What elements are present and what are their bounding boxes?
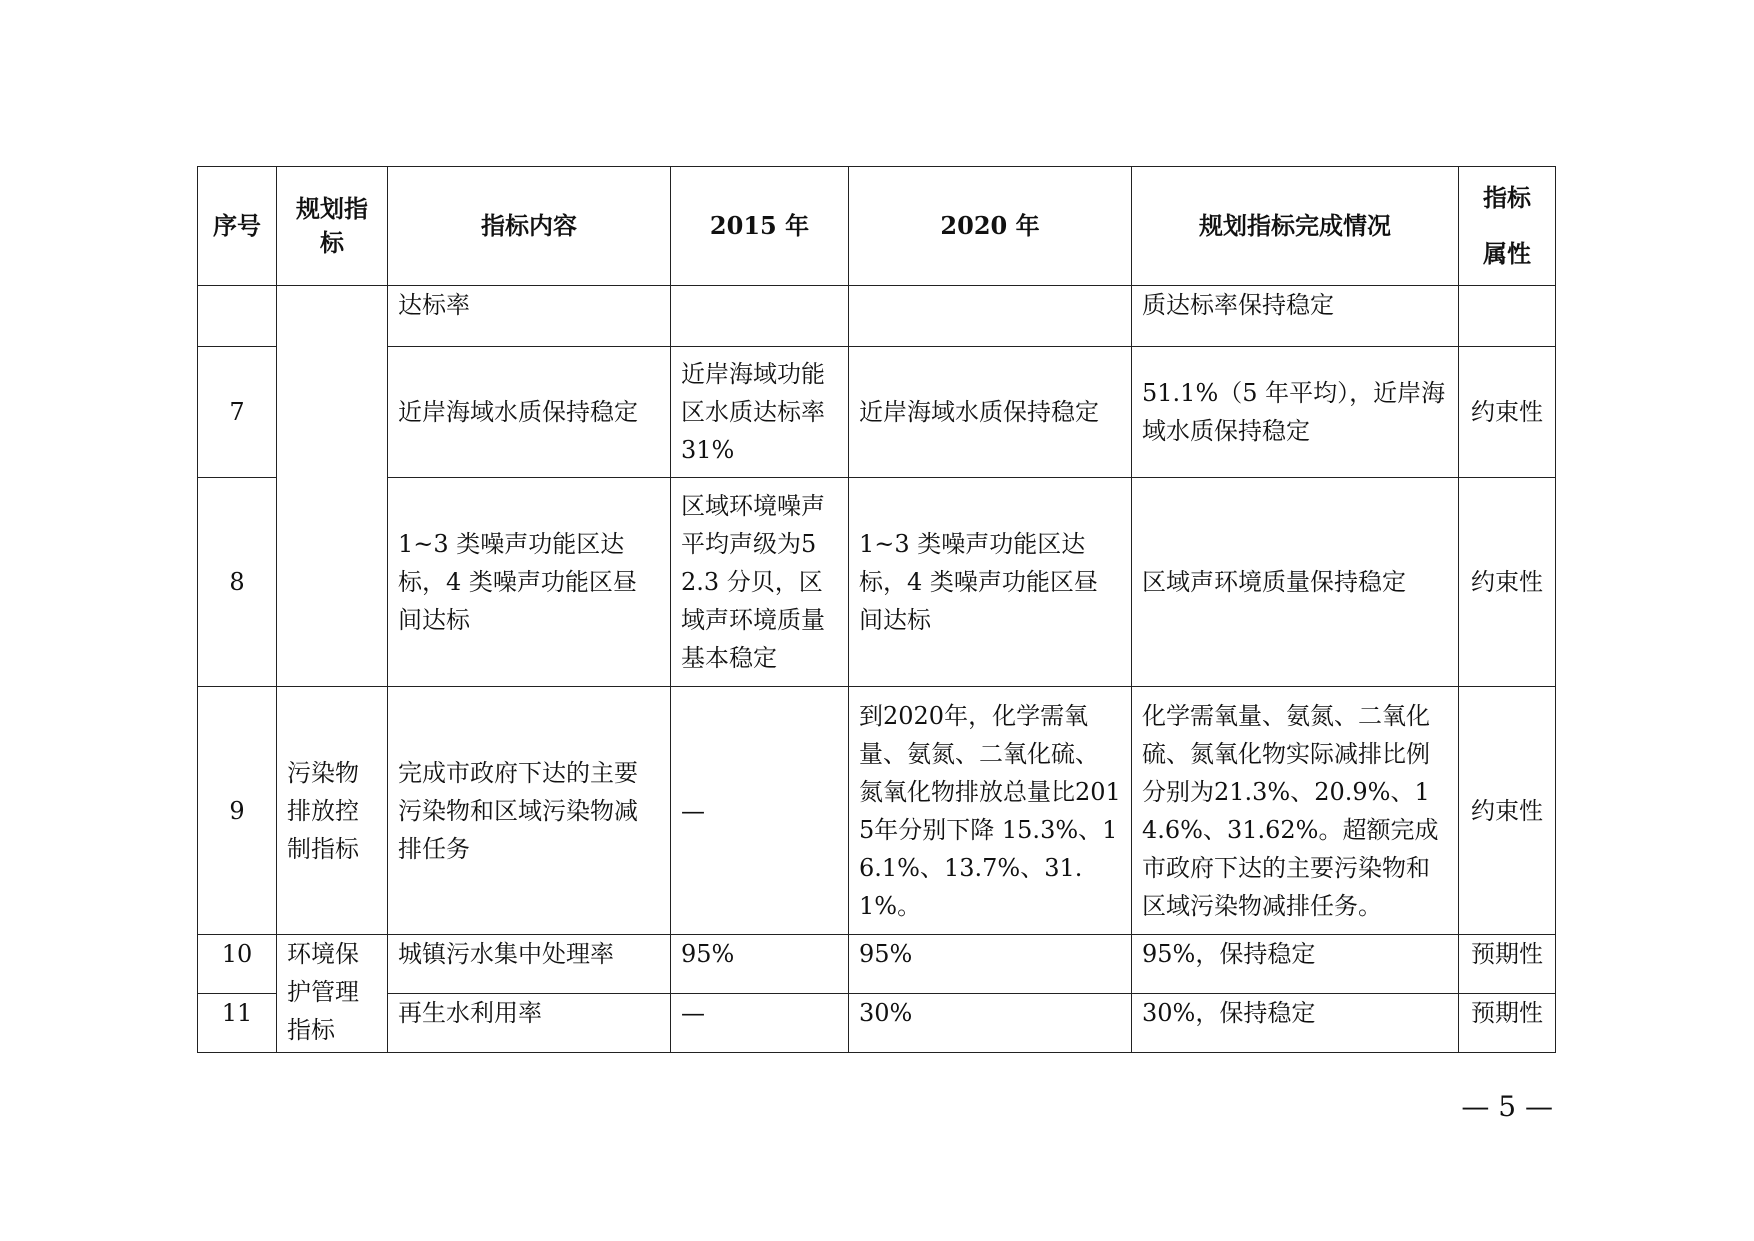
cell-seq: 9 bbox=[198, 687, 277, 935]
cell-2015: 95% bbox=[671, 935, 849, 994]
header-completion: 规划指标完成情况 bbox=[1132, 167, 1459, 286]
header-category-line2: 标 bbox=[320, 228, 344, 257]
table-row bbox=[198, 687, 1556, 935]
cell-content: 达标率 bbox=[388, 286, 671, 347]
cell-attr: 约束性 bbox=[1459, 478, 1556, 687]
cell-seq: 7 bbox=[198, 347, 277, 478]
cell-2020: 近岸海域水质保持稳定 bbox=[849, 347, 1132, 478]
header-attr bbox=[1459, 167, 1556, 286]
cell-seq: 11 bbox=[198, 994, 277, 1053]
header-row bbox=[198, 167, 1556, 286]
table-row bbox=[198, 286, 1556, 347]
cell-attr: 约束性 bbox=[1459, 687, 1556, 935]
cell-content: 近岸海域水质保持稳定 bbox=[388, 347, 671, 478]
cell-attr bbox=[1459, 286, 1556, 347]
table-row bbox=[198, 347, 1556, 478]
cell-completion: 51.1%（5 年平均），近岸海域水质保持稳定 bbox=[1132, 347, 1459, 478]
cell-2020: 95% bbox=[849, 935, 1132, 994]
table-row bbox=[198, 478, 1556, 687]
cell-category: 环境保护管理指标 bbox=[277, 935, 388, 1053]
header-attr-line2: 属性 bbox=[1483, 239, 1531, 268]
header-content: 指标内容 bbox=[388, 167, 671, 286]
cell-completion: 质达标率保持稳定 bbox=[1132, 286, 1459, 347]
table-row bbox=[198, 994, 1556, 1053]
cell-completion: 化学需氧量、氨氮、二氧化硫、氮氧化物实际减排比例分别为21.3%、20.9%、14.6%、31.62%。超额完成市政府下达的主要污染物和区域污染物减排任务。 bbox=[1132, 687, 1459, 935]
header-category bbox=[277, 167, 388, 286]
cell-category: 污染物排放控制指标 bbox=[277, 687, 388, 935]
page-number: — 5 — bbox=[1461, 1090, 1553, 1123]
header-seq: 序号 bbox=[198, 167, 277, 286]
cell-completion: 区域声环境质量保持稳定 bbox=[1132, 478, 1459, 687]
cell-seq: 10 bbox=[198, 935, 277, 994]
cell-2020: 1~3 类噪声功能区达标，4 类噪声功能区昼间达标 bbox=[849, 478, 1132, 687]
cell-attr: 约束性 bbox=[1459, 347, 1556, 478]
header-attr-line1: 指标 bbox=[1483, 183, 1531, 212]
cell-content: 完成市政府下达的主要污染物和区域污染物减排任务 bbox=[388, 687, 671, 935]
header-2020: 2020 年 bbox=[849, 167, 1132, 286]
cell-category-merged bbox=[277, 286, 388, 687]
cell-2015: — bbox=[671, 687, 849, 935]
indicator-table bbox=[197, 166, 1556, 1053]
cell-content: 再生水利用率 bbox=[388, 994, 671, 1053]
cell-content: 1~3 类噪声功能区达标，4 类噪声功能区昼间达标 bbox=[388, 478, 671, 687]
cell-2020: 30% bbox=[849, 994, 1132, 1053]
cell-content: 城镇污水集中处理率 bbox=[388, 935, 671, 994]
cell-2015: 近岸海域功能区水质达标率31% bbox=[671, 347, 849, 478]
cell-2020: 到2020年，化学需氧量、氨氮、二氧化硫、氮氧化物排放总量比2015年分别下降 15.3%、16.1%、13.7%、31.1%。 bbox=[849, 687, 1132, 935]
cell-2015: — bbox=[671, 994, 849, 1053]
cell-2015: 区域环境噪声平均声级为52.3 分贝，区域声环境质量基本稳定 bbox=[671, 478, 849, 687]
cell-completion: 95%，保持稳定 bbox=[1132, 935, 1459, 994]
cell-attr: 预期性 bbox=[1459, 994, 1556, 1053]
cell-attr: 预期性 bbox=[1459, 935, 1556, 994]
header-category-line1: 规划指 bbox=[296, 194, 368, 223]
cell-2015 bbox=[671, 286, 849, 347]
cell-seq: 8 bbox=[198, 478, 277, 687]
cell-2020 bbox=[849, 286, 1132, 347]
cell-seq bbox=[198, 286, 277, 347]
header-2015: 2015 年 bbox=[671, 167, 849, 286]
cell-completion: 30%，保持稳定 bbox=[1132, 994, 1459, 1053]
table-row bbox=[198, 935, 1556, 994]
